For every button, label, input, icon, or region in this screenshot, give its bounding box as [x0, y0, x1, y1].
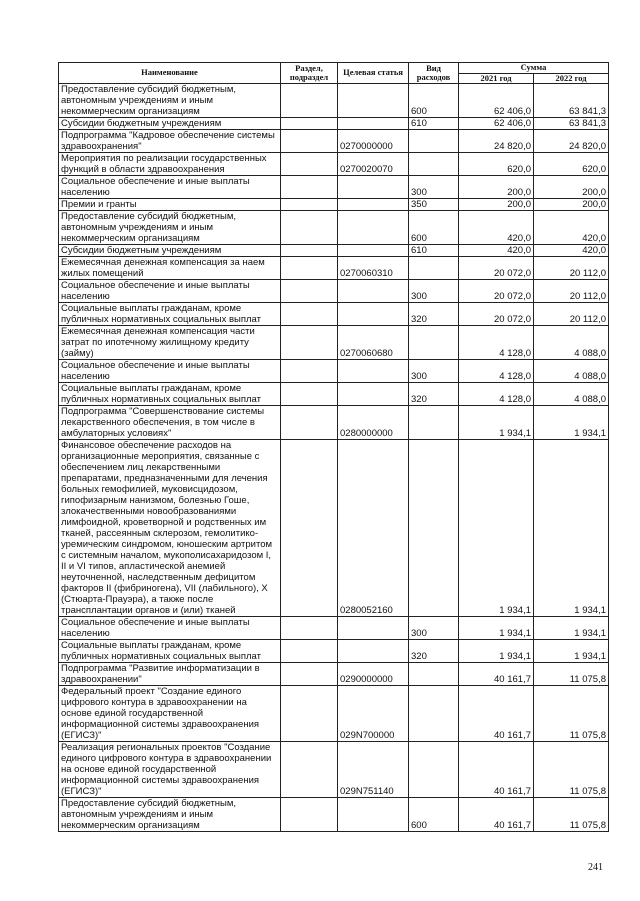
row-name: Социальное обеспечение и иные выплаты населению: [59, 176, 281, 199]
row-target: [338, 176, 409, 199]
row-sum-2021: 20 072,0: [459, 303, 534, 326]
table-row: [59, 257, 609, 280]
row-sum-2021: 1 934,1: [459, 640, 534, 663]
table-row: [59, 280, 609, 303]
row-target: 0280000000: [338, 406, 409, 440]
col-2021-header: 2021 год: [459, 73, 534, 84]
row-sum-2021: 20 072,0: [459, 280, 534, 303]
row-name: Ежемесячная денежная компенсация за наем жилых помещений: [59, 257, 281, 280]
row-name: Социальное обеспечение и иные выплаты населению: [59, 360, 281, 383]
row-target: [338, 798, 409, 832]
row-sum-2022: 11 075,8: [534, 686, 609, 742]
row-name: Ежемесячная денежная компенсация части затрат по ипотечному жилищному кредиту (займу): [59, 326, 281, 360]
row-target: 029N751140: [338, 742, 409, 798]
row-name: Премии и гранты: [59, 199, 281, 211]
budget-page: [58, 62, 608, 832]
row-sum-2022: 420,0: [534, 211, 609, 245]
row-target: [338, 211, 409, 245]
row-target: 0290000000: [338, 663, 409, 686]
row-type: 610: [409, 245, 459, 257]
row-name: Мероприятия по реализации государственных функций в области здравоохранения: [59, 153, 281, 176]
row-sum-2022: 1 934,1: [534, 617, 609, 640]
row-section: [281, 84, 338, 118]
row-section: [281, 280, 338, 303]
row-target: 0270020070: [338, 153, 409, 176]
row-type: 600: [409, 798, 459, 832]
row-type: [409, 742, 459, 798]
row-sum-2021: 20 072,0: [459, 257, 534, 280]
row-name: Предоставление субсидий бюджетным, автономным учреждениям и иным некоммерческим организациям: [59, 211, 281, 245]
row-section: [281, 383, 338, 406]
row-sum-2021: 620,0: [459, 153, 534, 176]
row-sum-2021: 1 934,1: [459, 440, 534, 617]
row-sum-2022: 20 112,0: [534, 303, 609, 326]
table-row: [59, 686, 609, 742]
table-row: [59, 153, 609, 176]
row-type: 300: [409, 360, 459, 383]
row-target: [338, 383, 409, 406]
row-name: Федеральный проект "Создание единого цифрового контура в здравоохранении на основе единой государственной информационной системы здравоохранения (ЕГИСЗ)": [59, 686, 281, 742]
table-row: [59, 245, 609, 257]
row-target: [338, 118, 409, 130]
row-target: [338, 84, 409, 118]
table-row: [59, 742, 609, 798]
row-type: 300: [409, 617, 459, 640]
budget-rows: [59, 84, 609, 832]
row-sum-2021: 420,0: [459, 211, 534, 245]
row-sum-2022: 63 841,3: [534, 118, 609, 130]
row-section: [281, 245, 338, 257]
row-section: [281, 326, 338, 360]
row-sum-2022: 63 841,3: [534, 84, 609, 118]
row-type: 350: [409, 199, 459, 211]
table-row: [59, 440, 609, 617]
table-row: [59, 118, 609, 130]
row-type: 600: [409, 84, 459, 118]
table-row: [59, 199, 609, 211]
row-section: [281, 118, 338, 130]
row-sum-2021: 62 406,0: [459, 84, 534, 118]
table-row: [59, 303, 609, 326]
col-section-header: Раздел, подраздел: [281, 63, 338, 84]
row-sum-2021: 62 406,0: [459, 118, 534, 130]
table-row: [59, 360, 609, 383]
row-sum-2021: 40 161,7: [459, 798, 534, 832]
row-name: Субсидии бюджетным учреждениям: [59, 118, 281, 130]
row-section: [281, 798, 338, 832]
row-target: 0270060310: [338, 257, 409, 280]
row-type: 600: [409, 211, 459, 245]
row-sum-2021: 24 820,0: [459, 130, 534, 153]
budget-table: [58, 62, 609, 832]
table-row: [59, 406, 609, 440]
row-section: [281, 360, 338, 383]
row-section: [281, 686, 338, 742]
row-name: Реализация региональных проектов "Создание единого цифрового контура в здравоохранении на основе единой государственной информационной системы здравоохранения (ЕГИСЗ)": [59, 742, 281, 798]
row-type: [409, 153, 459, 176]
row-target: [338, 617, 409, 640]
row-name: Социальные выплаты гражданам, кроме публичных нормативных социальных выплат: [59, 640, 281, 663]
row-type: [409, 326, 459, 360]
row-section: [281, 130, 338, 153]
row-target: [338, 360, 409, 383]
table-row: [59, 326, 609, 360]
row-name: Предоставление субсидий бюджетным, автономным учреждениям и иным некоммерческим организациям: [59, 798, 281, 832]
row-target: [338, 303, 409, 326]
row-sum-2022: 4 088,0: [534, 360, 609, 383]
row-sum-2021: 1 934,1: [459, 617, 534, 640]
row-type: [409, 440, 459, 617]
col-sum-header: Сумма: [459, 63, 609, 74]
row-sum-2022: 4 088,0: [534, 383, 609, 406]
table-row: [59, 130, 609, 153]
row-target: [338, 245, 409, 257]
row-section: [281, 663, 338, 686]
row-type: [409, 663, 459, 686]
row-sum-2021: 40 161,7: [459, 663, 534, 686]
row-sum-2022: 200,0: [534, 199, 609, 211]
row-sum-2022: 24 820,0: [534, 130, 609, 153]
col-2022-header: 2022 год: [534, 73, 609, 84]
row-type: [409, 686, 459, 742]
row-section: [281, 406, 338, 440]
table-row: [59, 84, 609, 118]
table-row: [59, 640, 609, 663]
row-target: 0270000000: [338, 130, 409, 153]
row-name: Субсидии бюджетным учреждениям: [59, 245, 281, 257]
row-type: [409, 406, 459, 440]
table-row: [59, 798, 609, 832]
row-section: [281, 440, 338, 617]
row-sum-2021: 200,0: [459, 176, 534, 199]
row-section: [281, 617, 338, 640]
row-type: 300: [409, 280, 459, 303]
row-type: 610: [409, 118, 459, 130]
row-sum-2022: 1 934,1: [534, 640, 609, 663]
row-type: 320: [409, 383, 459, 406]
row-section: [281, 303, 338, 326]
row-name: Социальное обеспечение и иные выплаты населению: [59, 280, 281, 303]
row-sum-2022: 20 112,0: [534, 280, 609, 303]
row-sum-2021: 4 128,0: [459, 383, 534, 406]
row-target: 0270060680: [338, 326, 409, 360]
row-section: [281, 742, 338, 798]
row-name: Социальное обеспечение и иные выплаты населению: [59, 617, 281, 640]
table-row: [59, 617, 609, 640]
table-row: [59, 663, 609, 686]
row-sum-2022: 11 075,8: [534, 663, 609, 686]
row-sum-2022: 20 112,0: [534, 257, 609, 280]
table-row: [59, 383, 609, 406]
row-target: 0280052160: [338, 440, 409, 617]
row-sum-2022: 620,0: [534, 153, 609, 176]
row-sum-2021: 4 128,0: [459, 360, 534, 383]
col-type-header: Вид расходов: [409, 63, 459, 84]
row-sum-2021: 420,0: [459, 245, 534, 257]
table-row: [59, 176, 609, 199]
row-sum-2022: 200,0: [534, 176, 609, 199]
row-type: [409, 257, 459, 280]
row-name: Финансовое обеспечение расходов на организационные мероприятия, связанные с обеспечением лиц лекарственными препаратами, предназначенными для лечения больных гемофилией, муковисцидозом, гипофизарным нанизмом, болезнью Гоше, злокачественными новообразованиями лимфоидной, кроветворной и родственных им тканей, рассеянным склерозом, гемолитико-уремическим синдромом, юношеским артритом с системным началом, мукополисахаридозом I, II и VI типов, апластической анемией неуточненной, наследственным дефицитом факторов II (фибриногена), VII (лабильного), X (Стюарта-Прауэра), а также после трансплантации органов и (или) тканей: [59, 440, 281, 617]
row-type: 320: [409, 303, 459, 326]
row-sum-2021: 200,0: [459, 199, 534, 211]
row-target: [338, 199, 409, 211]
row-name: Подпрограмма "Развитие информатизации в здравоохранении": [59, 663, 281, 686]
row-section: [281, 199, 338, 211]
row-name: Подпрограмма "Совершенствование системы лекарственного обеспечения, в том числе в амбулаторных условиях": [59, 406, 281, 440]
row-name: Подпрограмма "Кадровое обеспечение системы здравоохранения": [59, 130, 281, 153]
row-sum-2021: 40 161,7: [459, 742, 534, 798]
table-row: [59, 211, 609, 245]
row-section: [281, 153, 338, 176]
row-target: [338, 280, 409, 303]
col-target-header: Целевая статья: [338, 63, 409, 84]
row-sum-2022: 11 075,8: [534, 742, 609, 798]
row-target: [338, 640, 409, 663]
row-section: [281, 257, 338, 280]
row-type: [409, 130, 459, 153]
row-type: 300: [409, 176, 459, 199]
row-sum-2022: 4 088,0: [534, 326, 609, 360]
row-sum-2022: 11 075,8: [534, 798, 609, 832]
row-sum-2021: 4 128,0: [459, 326, 534, 360]
row-target: 029N700000: [338, 686, 409, 742]
row-name: Предоставление субсидий бюджетным, автономным учреждениям и иным некоммерческим организациям: [59, 84, 281, 118]
row-section: [281, 640, 338, 663]
row-section: [281, 176, 338, 199]
row-sum-2022: 1 934,1: [534, 406, 609, 440]
row-sum-2022: 1 934,1: [534, 440, 609, 617]
row-sum-2021: 40 161,7: [459, 686, 534, 742]
row-sum-2022: 420,0: [534, 245, 609, 257]
row-name: Социальные выплаты гражданам, кроме публичных нормативных социальных выплат: [59, 303, 281, 326]
row-type: 320: [409, 640, 459, 663]
row-sum-2021: 1 934,1: [459, 406, 534, 440]
col-name-header: Наименование: [59, 63, 281, 84]
page-number: 241: [588, 862, 603, 873]
row-name: Социальные выплаты гражданам, кроме публичных нормативных социальных выплат: [59, 383, 281, 406]
row-section: [281, 211, 338, 245]
